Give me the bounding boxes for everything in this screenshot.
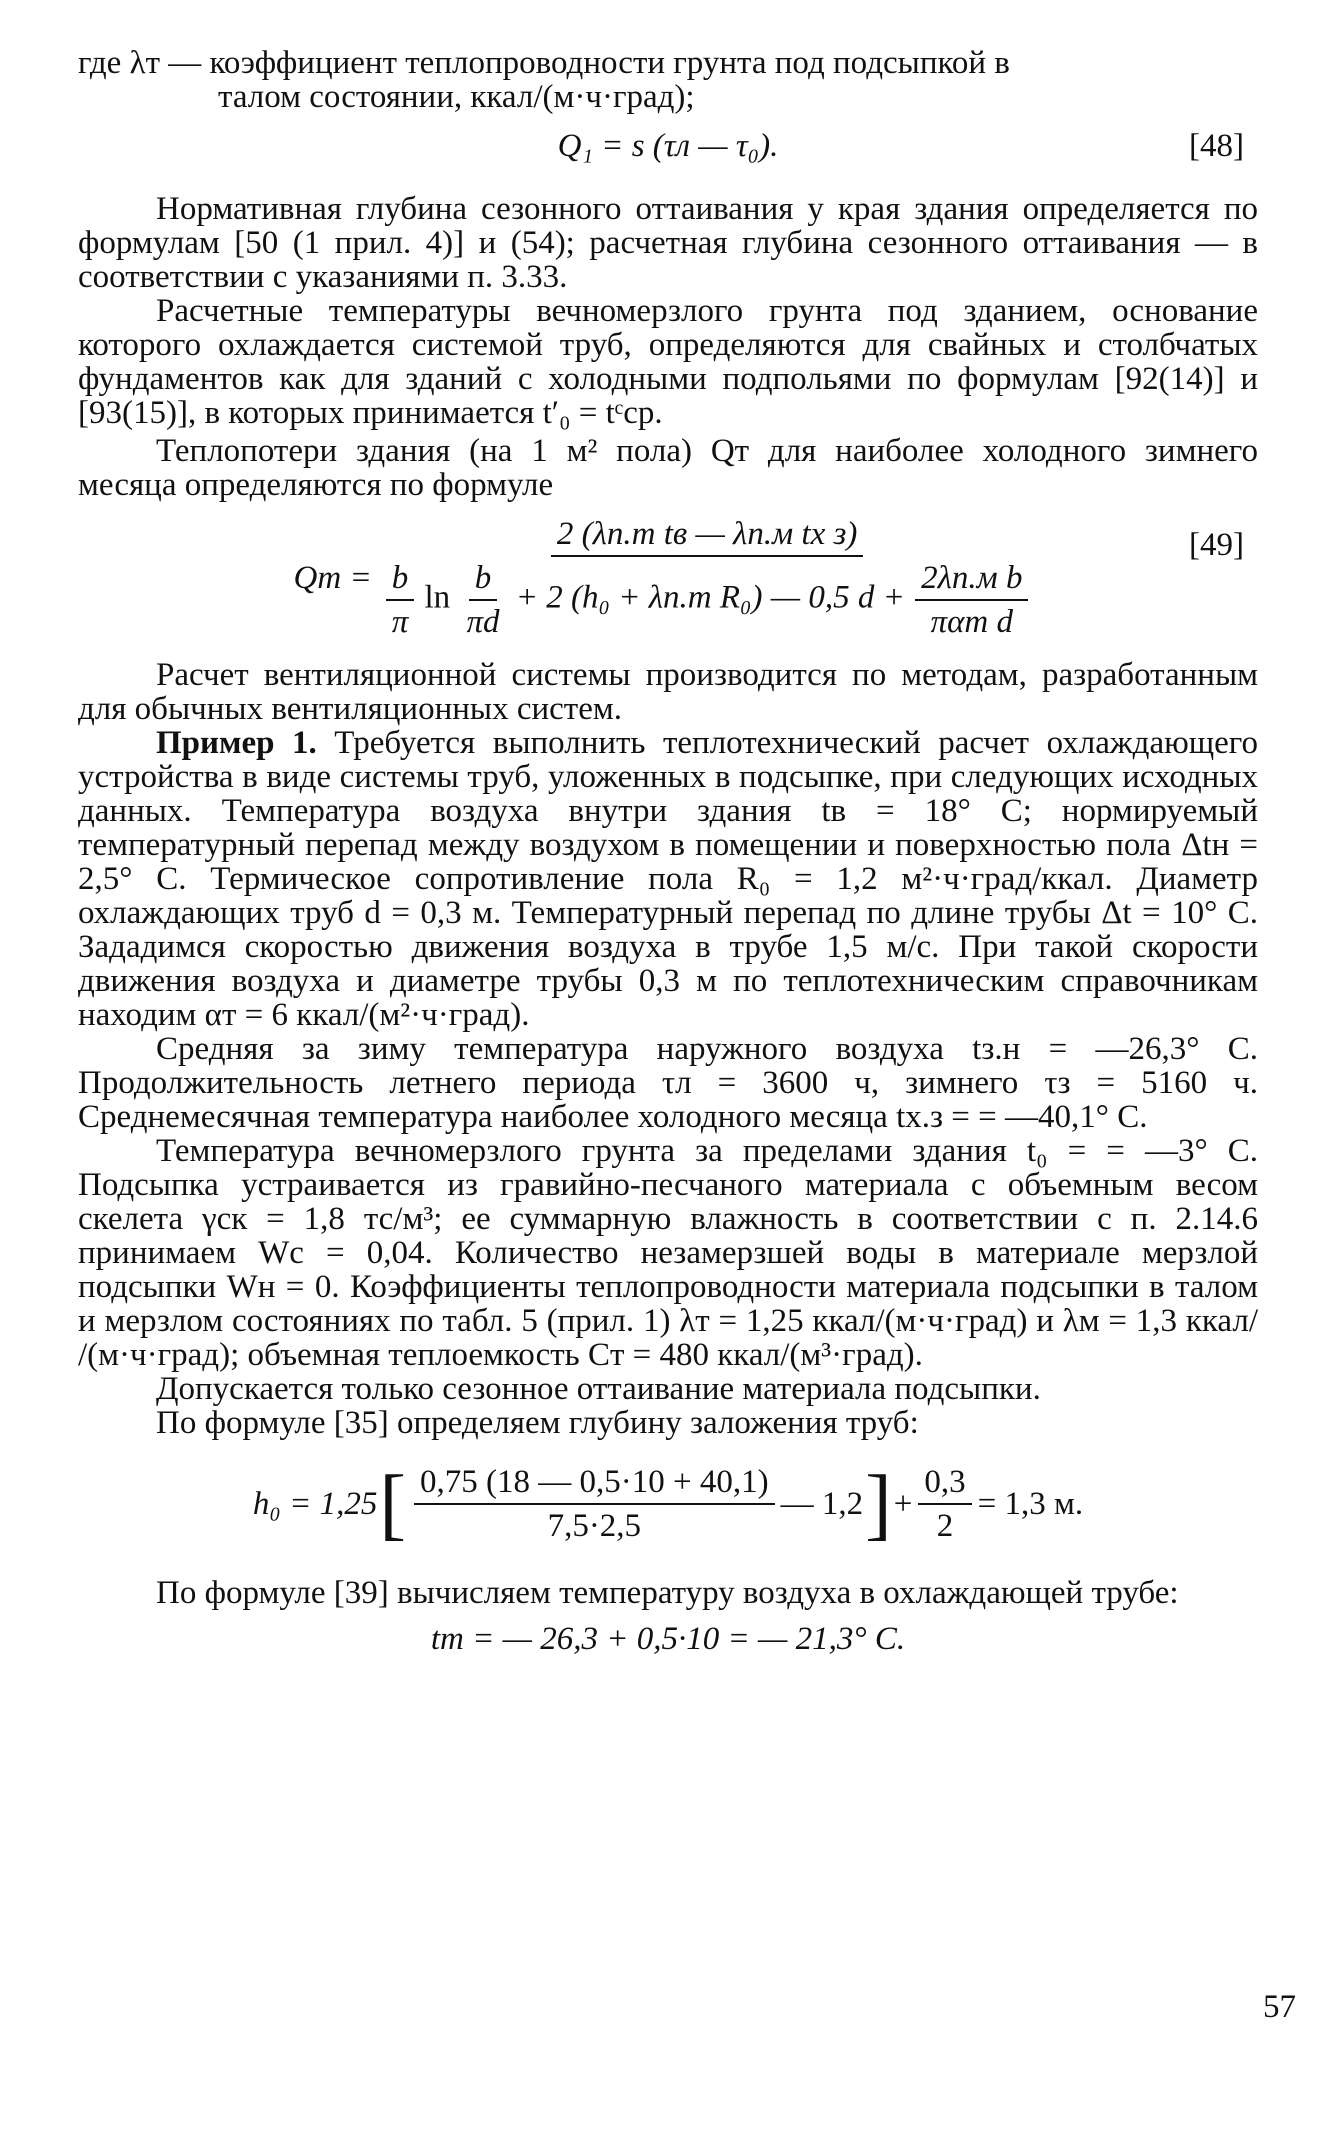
example-label: Пример 1.: [156, 725, 317, 761]
equation-h0-fraction-2-den: 2: [936, 1508, 954, 1544]
equation-49-frac-lambda-den: παт d: [930, 604, 1013, 640]
equation-48: [78, 126, 1258, 166]
equation-h0-lhs: h₀ = 1,25: [252, 1486, 378, 1522]
equation-49-frac-lambda-num: 2λп.м b: [915, 561, 1028, 601]
equation-tt: [78, 1618, 1258, 1660]
equation-h0-plus: +: [893, 1486, 913, 1522]
equation-49-frac-b-pi-num: b: [386, 561, 415, 601]
equation-h0-right-bracket: ]: [865, 1460, 892, 1548]
paragraph-ventilation: Расчет вентиляционной системы производится по методам, разработанным для обычных вентиляционных систем.: [78, 657, 1258, 727]
equation-49-denominator-middle: + 2 (h₀ + λп.т R₀) — 0,5 d +: [515, 579, 905, 616]
equation-49-frac-b-pid-num: b: [469, 561, 498, 601]
equation-h0-numerator: 0,75 (18 — 0,5·10 + 40,1): [414, 1465, 775, 1505]
equation-49-numerator: 2 (λп.т tв — λп.м tх з): [551, 517, 863, 557]
paragraph-calculated-temperatures: Расчетные температуры вечномерзлого грунта под зданием, основание которого охлаждается системой труб, определяются для свайных и столбчатых фундаментов как для зданий с холодными подпольями по формулам [92(14)] и [93(15)], в которых принимается t′₀ = tᶜср.: [78, 293, 1258, 431]
equation-49-frac-b-pi: [386, 561, 415, 639]
definition-line-1: где λт — коэффициент теплопроводности грунта под подсыпкой в: [78, 45, 1010, 81]
equation-49: [78, 518, 1258, 638]
equation-49-frac-b-pid-den: πd: [466, 604, 500, 640]
paragraph-formula-39: По формуле [39] вычисляем температуру воздуха в охлаждающей трубе:: [156, 1575, 1179, 1611]
equation-48-number: [48]: [1189, 128, 1244, 164]
equation-49-main-fraction: [378, 517, 1037, 639]
equation-h0-result: = 1,3 м.: [977, 1486, 1084, 1522]
equation-49-frac-b-pid: [460, 561, 505, 639]
paragraph-heat-loss: Теплопотери здания (на 1 м² пола) Qт для наиболее холодного зимнего месяца определяются по формуле: [78, 433, 1258, 503]
equation-h0-fraction: [414, 1465, 775, 1543]
paragraph-formula-35: По формуле [35] определяем глубину заложения труб:: [156, 1405, 919, 1441]
equation-49-ln: ln: [424, 579, 451, 616]
paragraph-example-1: [78, 726, 1258, 1032]
page-number: 57: [1263, 1989, 1296, 2025]
definition-lambda-t: [78, 46, 1258, 114]
paragraph-permafrost: Температура вечномерзлого грунта за пределами здания t₀ = = —3° С. Подсыпка устраивается из гравийно-песчаного материала с объемным весом скелета γск = 1,8 тс/м³; ее суммарную влажность в соответствии с п. 2.14.6 принимаем Wс = 0,04. Количество незамерзшей воды в материале мерзлой подсыпки Wн = 0. Коэффициенты теплопроводности материала подсыпки в талом и мерзлом состояниях по табл. 5 (прил. 1) λт = 1,25 ккал/(м·ч·град) и λм = 1,3 ккал/ /(м·ч·град); объемная теплоемкость Cт = 480 ккал/(м³·град).: [78, 1133, 1258, 1373]
equation-h0-denominator: 7,5·2,5: [547, 1508, 642, 1544]
equation-49-frac-b-pi-den: π: [391, 604, 409, 640]
equation-h0-fraction-2-num: 0,3: [918, 1465, 971, 1505]
paragraph-seasonal-thaw: Допускается только сезонное оттаивание материала подсыпки.: [156, 1371, 1041, 1407]
equation-48-body: Q₁ = s (τл — τ₀).: [557, 128, 779, 164]
paragraph-normative-depth: Нормативная глубина сезонного оттаивания у края здания определяется по формулам [50 (1 прил. 4)] и (54); расчетная глубина сезонного оттаивания — в соответствии с указаниями п. 3.33.: [78, 191, 1258, 295]
equation-49-number: [49]: [1189, 527, 1244, 563]
equation-h0-fraction-2: [918, 1465, 971, 1543]
equation-h0-middle: — 1,2: [780, 1486, 864, 1522]
example-text: Требуется выполнить теплотехнический расчет охлаждающего устройства в виде системы труб, уложенных в подсыпке, при следующих исходных данных. Температура воздуха внутри здания tв = 18° С; нормируемый температурный перепад между воздухом в помещении и поверхностью пола Δtн = 2,5° С. Термическое сопротивление пола R₀ = 1,2 м²·ч·град/ккал. Диаметр охлаждающих труб d = 0,3 м. Температурный перепад по длине трубы Δt = 10° С. Зададимся скоростью движения воздуха в трубе 1,5 м/с. При такой скорости движения воздуха и диаметре трубы 0,3 м по теплотехническим справочникам находим αт = 6 ккал/(м²·ч·град).: [78, 725, 1259, 1033]
equation-49-frac-lambda: [915, 561, 1028, 639]
equation-49-lhs: Qт =: [293, 560, 372, 596]
document-page: [78, 46, 1258, 2096]
equation-tt-body: tт = — 26,3 + 0,5·10 = — 21,3° С.: [430, 1621, 906, 1657]
definition-line-2: талом состоянии, ккал/(м·ч·град);: [218, 79, 695, 115]
equation-h0: [78, 1454, 1258, 1554]
equation-49-denominator: [378, 557, 1037, 639]
paragraph-winter-temperature: Средняя за зиму температура наружного воздуха tз.н = —26,3° С. Продолжительность летнего периода τл = 3600 ч, зимнего τз = 5160 ч. Среднемесячная температура наиболее холодного месяца tх.з = = —40,1° С.: [78, 1031, 1258, 1135]
equation-h0-left-bracket: [: [379, 1460, 407, 1548]
